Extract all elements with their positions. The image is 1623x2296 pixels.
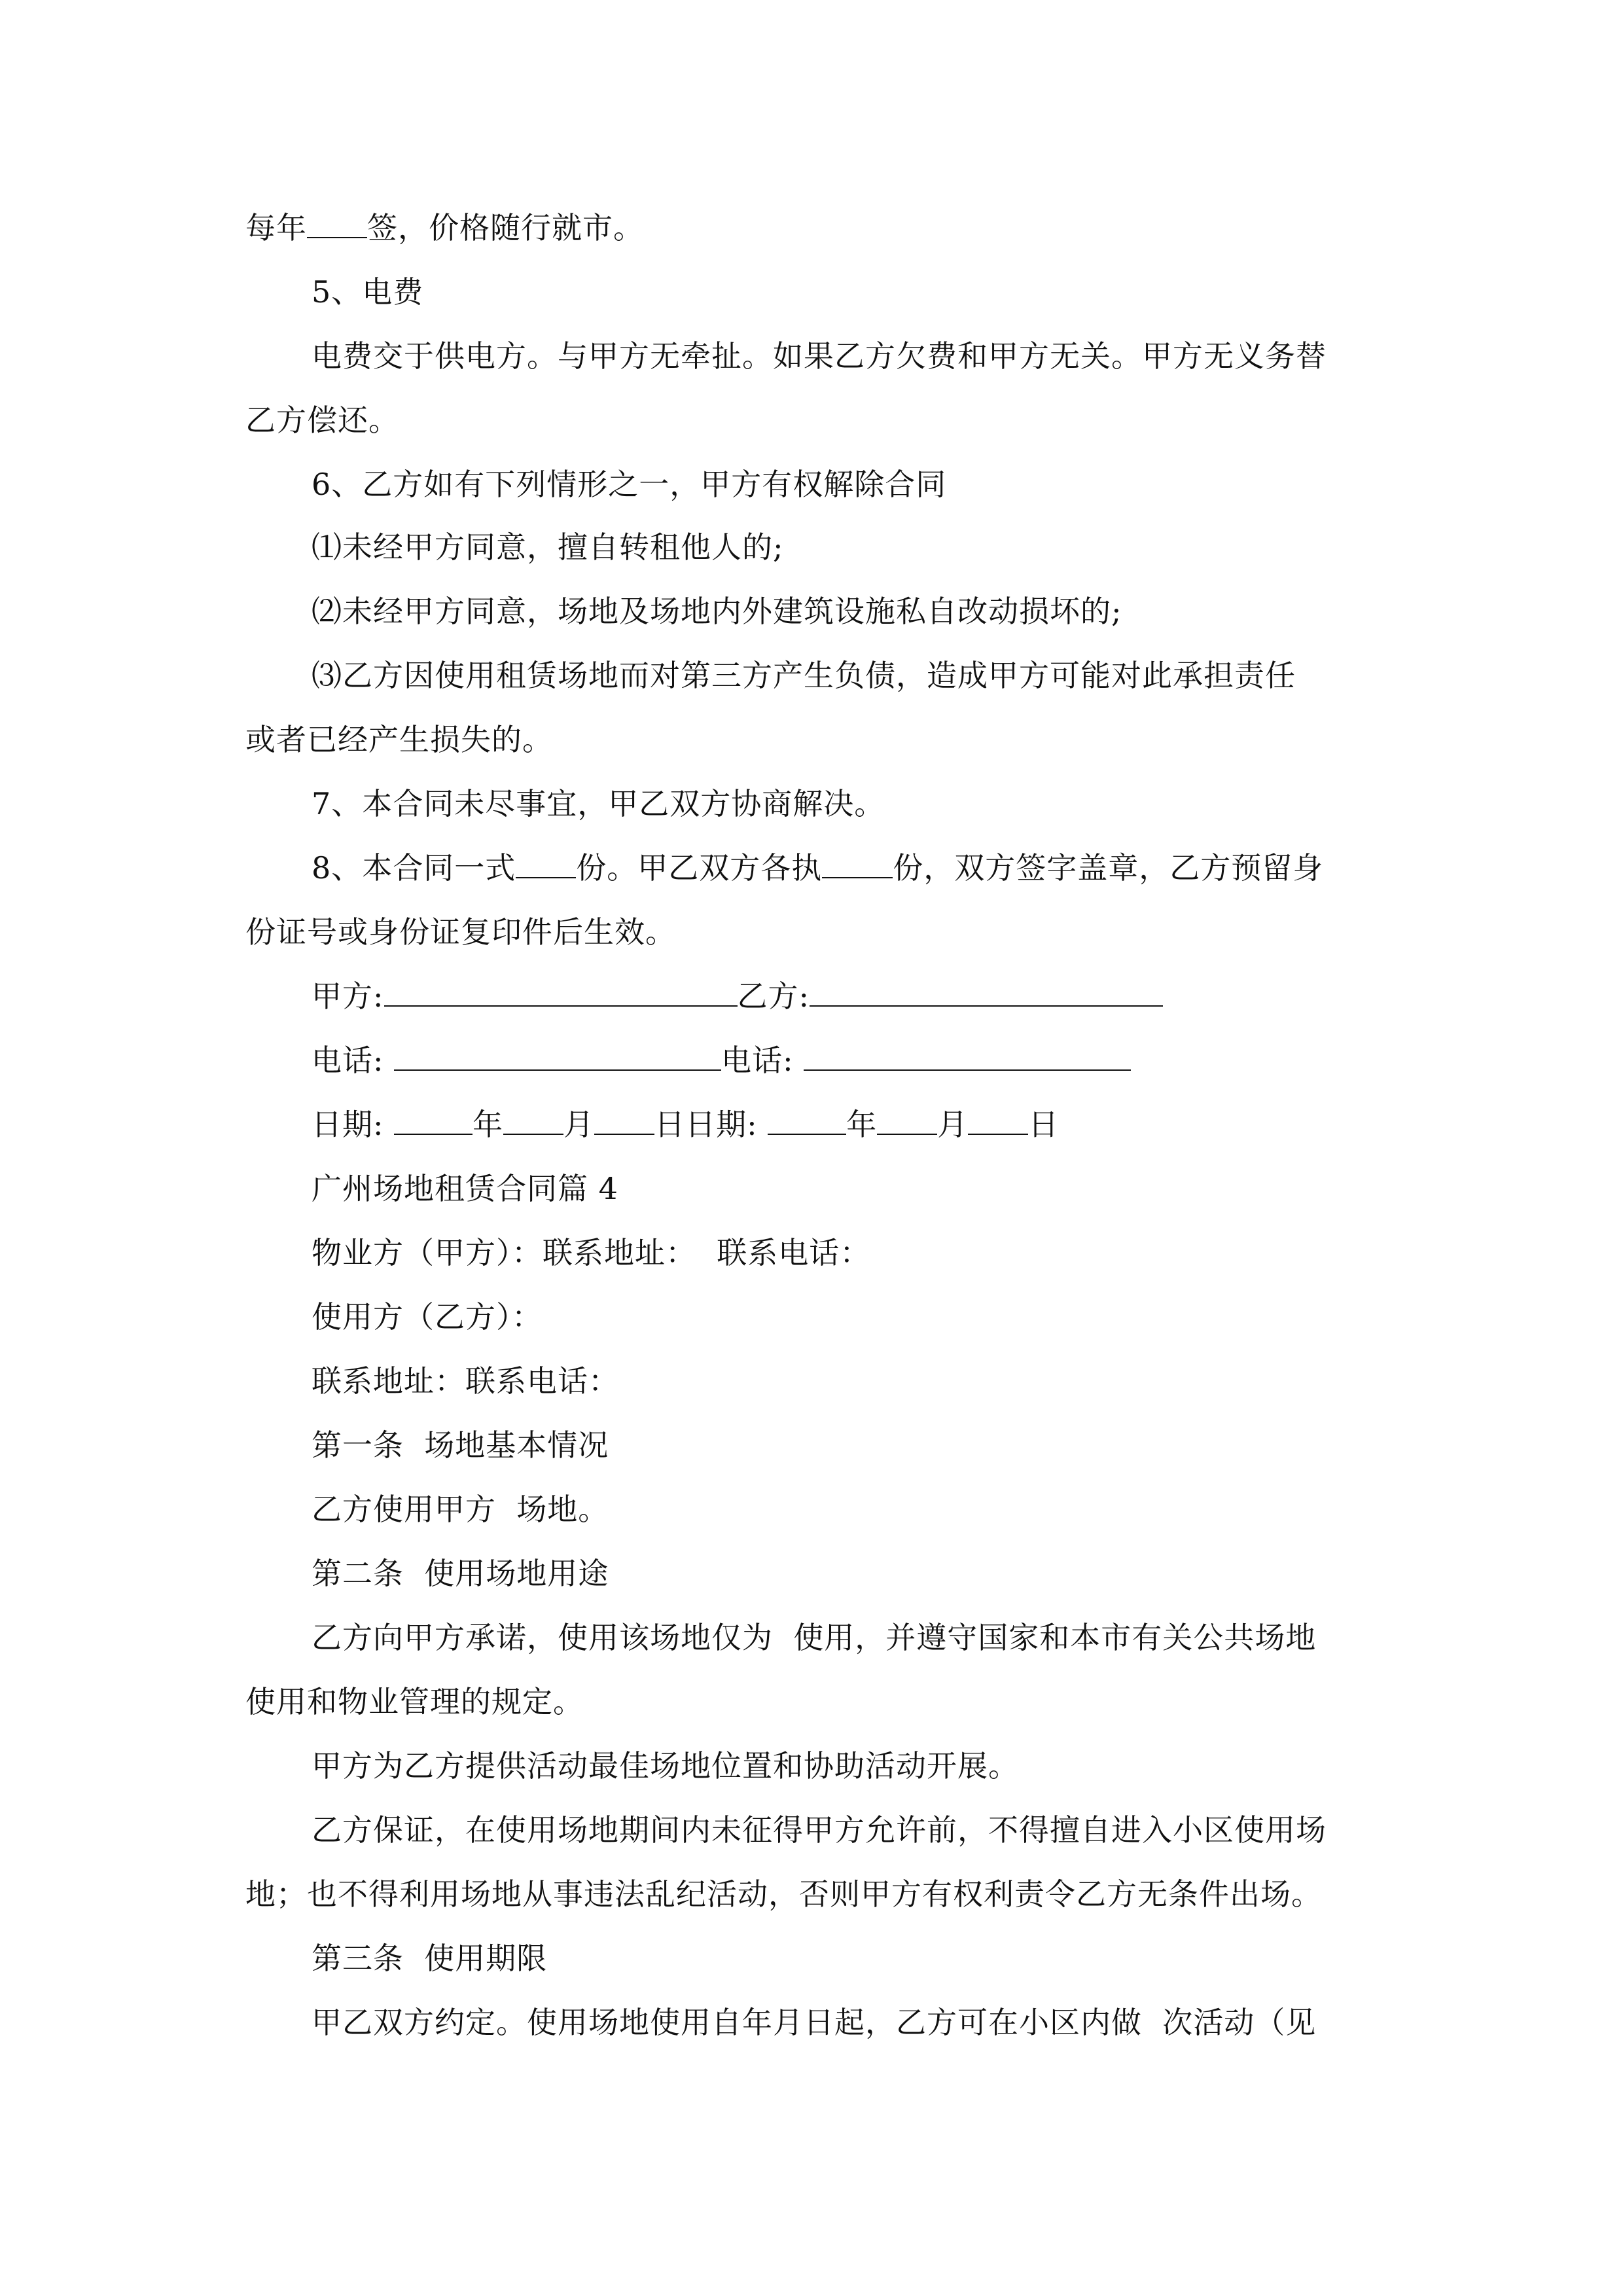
blank-line	[516, 848, 576, 878]
party-b-info: 使用方（乙方）：	[312, 1299, 543, 1335]
article-3-body: 甲乙双方约定。使用场地使用自年月日起，乙方可在小区内做 次活动（见	[312, 2005, 1317, 2040]
blank-line	[804, 1041, 1131, 1071]
article-3-heading: 第三条 使用期限	[312, 1941, 548, 1976]
paragraph-renewal: 每年 签，价格随行就市。	[245, 208, 644, 247]
paragraph-electricity-cont: 乙方偿还。	[245, 403, 399, 438]
blank-line	[384, 977, 738, 1007]
blank-line	[394, 1105, 473, 1135]
blank-line	[877, 1105, 937, 1135]
article-2-heading: 第二条 使用场地用途	[312, 1556, 609, 1591]
party-a-info: 物业方（甲方）：联系地址： 联系电话：	[312, 1235, 871, 1270]
blank-line	[768, 1105, 846, 1135]
clause-6-item-3-cont: 或者已经产生损失的。	[245, 722, 553, 757]
clause-8-cont: 份证号或身份证复印件后生效。	[245, 914, 676, 950]
signature-party-row: 甲方: 乙方:	[312, 977, 1163, 1016]
article-2-paragraph-2: 甲方为乙方提供活动最佳场地位置和协助活动开展。	[312, 1748, 1019, 1784]
article-2-paragraph-3-cont: 地；也不得利用场地从事违法乱纪活动，否则甲方有权利责令乙方无条件出场。	[245, 1876, 1322, 1912]
blank-line	[968, 1105, 1028, 1135]
clause-8: 8、本合同一式 份。甲乙双方各执 份，双方签字盖章，乙方预留身	[312, 848, 1323, 888]
article-2-paragraph-3: 乙方保证，在使用场地期间内未征得甲方允许前，不得擅自进入小区使用场	[312, 1812, 1327, 1848]
section-heading: 广州场地租赁合同篇 4	[312, 1171, 618, 1206]
blank-line	[394, 1041, 721, 1071]
blank-line	[810, 977, 1163, 1007]
party-b-contact: 联系地址：联系电话：	[312, 1363, 619, 1399]
clause-6-item-1: ⑴未经甲方同意，擅自转租他人的;	[312, 529, 784, 565]
clause-5-heading: 5、电费	[312, 274, 424, 310]
article-2-body-cont: 使用和物业管理的规定。	[245, 1684, 584, 1719]
signature-phone-row: 电话: 电话:	[312, 1041, 1131, 1080]
blank-line	[822, 848, 893, 878]
paragraph-electricity: 电费交于供电方。与甲方无牵扯。如果乙方欠费和甲方无关。甲方无义务替	[312, 338, 1327, 374]
clause-6-item-3: ⑶乙方因使用租赁场地而对第三方产生负债，造成甲方可能对此承担责任	[312, 658, 1296, 693]
clause-7: 7、本合同未尽事宜，甲乙双方协商解决。	[312, 786, 885, 821]
blank-line	[307, 208, 367, 238]
clause-6-item-2: ⑵未经甲方同意，场地及场地内外建筑设施私自改动损坏的;	[312, 594, 1122, 629]
article-2-body: 乙方向甲方承诺，使用该场地仅为 使用，并遵守国家和本市有关公共场地	[312, 1620, 1317, 1655]
article-1-body: 乙方使用甲方 场地。	[312, 1492, 609, 1527]
article-1-heading: 第一条 场地基本情况	[312, 1427, 609, 1463]
blank-line	[503, 1105, 563, 1135]
signature-date-row: 日期: 年 月 日日期: 年 月 日	[312, 1105, 1059, 1144]
clause-6-heading: 6、乙方如有下列情形之一，甲方有权解除合同	[312, 467, 947, 502]
blank-line	[594, 1105, 654, 1135]
